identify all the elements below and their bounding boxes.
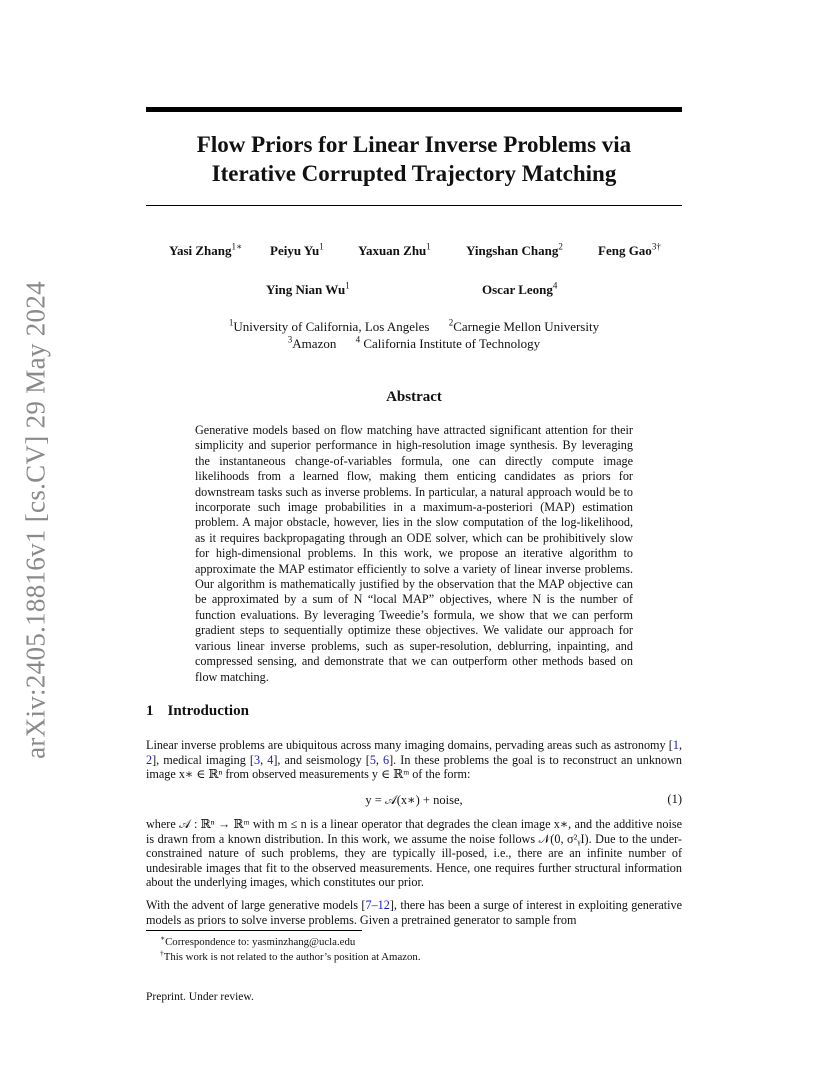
author-yingshan-chang: Yingshan Chang$^2$ bbox=[466, 241, 563, 258]
author-yasi-zhang: Yasi Zhang$^{1∗}$ bbox=[169, 241, 243, 258]
title-top-rule bbox=[146, 107, 682, 112]
title-bottom-rule bbox=[146, 205, 682, 206]
footnote-rule bbox=[146, 930, 362, 931]
arxiv-identifier: arXiv:2405.18816v1 [cs.CV] 29 May 2024 bbox=[20, 281, 51, 759]
section-heading-introduction bbox=[146, 703, 249, 720]
abstract-body: Generative models based on flow matching have attracted significant attention for their simplicity and superior performance in high-resolution image synthesis. By leveraging the instantaneous change-of-variables formula, one can directly compute image likelihoods from a learned flow, making them enticing candidates as priors for downstream tasks such as inverse problems. In particular, a natural approach would be to incorporate such image probabilities in a maximum-a-posteriori (MAP) estimation problem. A major obstacle, however, lies in the slow computation of the log-likelihood, as it requires backpropagating through an ODE solver, which can be prohibitively slow for high-dimensional problems. In this work, we propose an iterative algorithm to approximate the MAP estimator efficiently to solve a variety of linear inverse problems. Our algorithm is mathematically justified by the observation that the MAP objective can be approximated by a sum of N “local MAP” objectives, where N is the number of function evaluations. By leveraging Tweedie’s formula, we show that we can perform gradient steps to sequentially optimize these objectives. We validate our approach for various linear inverse problems, such as super-resolution, deblurring, inpainting, and compressed sensing, and demonstrate that we can outperform other methods based on flow matching. bbox=[195, 423, 633, 684]
citation-link[interactable]: 7–12 bbox=[365, 898, 390, 912]
citation-link[interactable]: 2 bbox=[146, 752, 153, 767]
citation-link[interactable]: 4 bbox=[267, 752, 274, 767]
affiliation-caltech: $^4$ California Institute of Technology bbox=[355, 334, 541, 351]
footnote-correspondence: ∗Correspondence to: yasminzhang@ucla.edu bbox=[160, 933, 356, 948]
affiliation-ucla: $^1$University of California, Los Angeles bbox=[228, 317, 430, 334]
section-title: Introduction bbox=[167, 703, 249, 719]
title-line-2: Iterative Corrupted Trajectory Matching bbox=[211, 161, 617, 186]
equation-body: y = 𝒜(x∗) + noise, bbox=[365, 793, 463, 807]
author-feng-gao: Feng Gao$^{3\dagger}$ bbox=[598, 241, 661, 258]
author-yaxuan-zhu: Yaxuan Zhu$^1$ bbox=[358, 241, 431, 258]
intro-paragraph-3: With the advent of large generative models [7–12], there has been a surge of interest in exploiting generative models as priors to solve inverse problems. Given a pretrained generator to sample from bbox=[146, 898, 683, 927]
intro-paragraph-1: Linear inverse problems are ubiquitous across many imaging domains, pervading areas such as astronomy [1, 2], medical imaging [3, 4], and seismology [5, 6]. In these problems the goal is to reconstruct an unknown image x∗ ∈ ℝⁿ from observed measurements y ∈ ℝᵐ of the form: bbox=[146, 738, 682, 781]
preprint-note: Preprint. Under review. bbox=[146, 991, 254, 1003]
author-ying-nian-wu: Ying Nian Wu$^1$ bbox=[266, 280, 350, 297]
author-oscar-leong: Oscar Leong$^4$ bbox=[482, 280, 558, 297]
affiliation-cmu: $^2$Carnegie Mellon University bbox=[448, 317, 600, 334]
affiliations-line-2 bbox=[146, 336, 682, 352]
citation-link[interactable]: 3 bbox=[254, 752, 261, 767]
title-line-1: Flow Priors for Linear Inverse Problems via bbox=[196, 132, 632, 157]
section-number: 1 bbox=[146, 703, 154, 719]
intro-paragraph-2: where 𝒜 : ℝⁿ → ℝᵐ with m ≤ n is a linear operator that degrades the clean image x∗, and the additive noise is drawn from a known distribution. In this work, we assume the noise follows 𝒩(0, σ²ᵧI). Due to the under-constrained nature of such problems, they are typically ill-posed, i.e., there are an infinite number of undesirable images that fit to the observed measurements. Hence, one requires further structural information about the underlying images, which constitutes our prior. bbox=[146, 817, 682, 889]
arxiv-identifier-stamp bbox=[18, 270, 54, 770]
footnote-amazon-disclaimer: †This work is not related to the author’s position at Amazon. bbox=[160, 948, 421, 963]
abstract-heading: Abstract bbox=[386, 389, 442, 405]
citation-link[interactable]: 1 bbox=[672, 738, 679, 752]
affiliation-amazon: $^3$Amazon bbox=[287, 334, 337, 351]
author-peiyu-yu: Peiyu Yu$^1$ bbox=[270, 241, 324, 258]
citation-link[interactable]: 5 bbox=[369, 752, 376, 767]
citation-link[interactable]: 6 bbox=[383, 752, 390, 767]
paper-title bbox=[146, 130, 682, 188]
equation-number: (1) bbox=[667, 792, 682, 806]
affiliations-line-1 bbox=[146, 319, 682, 335]
